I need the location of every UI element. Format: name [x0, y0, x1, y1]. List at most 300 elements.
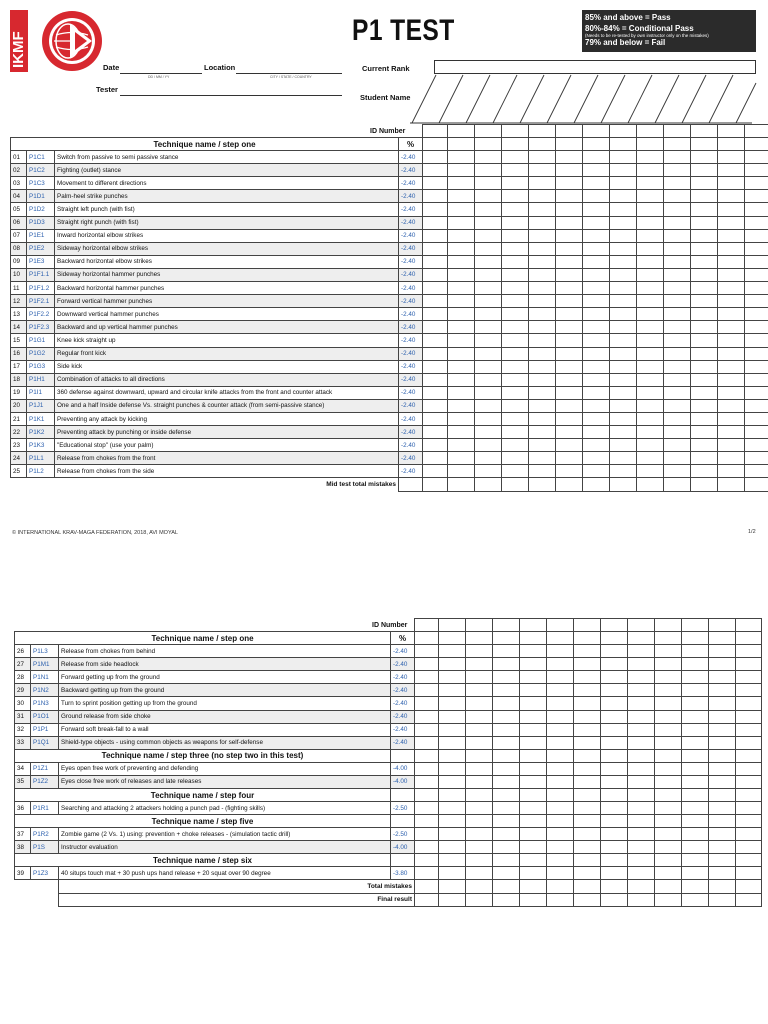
score-cell[interactable]: [502, 177, 529, 190]
score-cell[interactable]: [682, 854, 709, 867]
score-cell[interactable]: [745, 164, 768, 177]
score-cell[interactable]: [610, 465, 637, 478]
score-cell[interactable]: [709, 789, 736, 802]
score-cell[interactable]: [423, 308, 448, 321]
score-cell[interactable]: [547, 723, 574, 736]
score-cell[interactable]: [709, 723, 736, 736]
score-cell[interactable]: [583, 308, 610, 321]
score-cell[interactable]: [493, 789, 520, 802]
score-cell[interactable]: [423, 439, 448, 452]
score-cell[interactable]: [682, 658, 709, 671]
score-cell[interactable]: [574, 736, 601, 749]
score-cell[interactable]: [520, 645, 547, 658]
score-cell[interactable]: [547, 762, 574, 775]
score-cell[interactable]: [709, 762, 736, 775]
score-cell[interactable]: [439, 710, 466, 723]
score-cell[interactable]: [637, 321, 664, 334]
score-cell[interactable]: [529, 360, 556, 373]
score-cell[interactable]: [502, 242, 529, 255]
score-cell[interactable]: [529, 295, 556, 308]
score-cell[interactable]: [415, 684, 439, 697]
score-cell[interactable]: [520, 710, 547, 723]
date-field[interactable]: [120, 73, 202, 74]
score-cell[interactable]: [682, 671, 709, 684]
score-cell[interactable]: [637, 268, 664, 281]
score-cell[interactable]: [556, 399, 583, 412]
score-cell[interactable]: [718, 452, 745, 465]
score-cell[interactable]: [718, 321, 745, 334]
score-cell[interactable]: [493, 684, 520, 697]
score-cell[interactable]: [709, 802, 736, 815]
score-cell[interactable]: [736, 723, 762, 736]
score-cell[interactable]: [610, 439, 637, 452]
score-cell[interactable]: [466, 789, 493, 802]
score-cell[interactable]: [493, 867, 520, 880]
score-cell[interactable]: [583, 426, 610, 439]
score-cell[interactable]: [637, 177, 664, 190]
score-cell[interactable]: [547, 645, 574, 658]
score-cell[interactable]: [556, 190, 583, 203]
score-cell[interactable]: [601, 723, 628, 736]
score-cell[interactable]: [529, 334, 556, 347]
score-cell[interactable]: [502, 439, 529, 452]
score-cell[interactable]: [601, 841, 628, 854]
score-cell[interactable]: [556, 203, 583, 216]
score-cell[interactable]: [448, 347, 475, 360]
score-cell[interactable]: [502, 360, 529, 373]
score-cell[interactable]: [655, 762, 682, 775]
score-cell[interactable]: [583, 151, 610, 164]
score-cell[interactable]: [448, 426, 475, 439]
score-cell[interactable]: [583, 465, 610, 478]
score-cell[interactable]: [745, 216, 768, 229]
score-cell[interactable]: [423, 125, 448, 138]
score-cell[interactable]: [655, 723, 682, 736]
score-cell[interactable]: [547, 671, 574, 684]
score-cell[interactable]: [664, 399, 691, 412]
score-cell[interactable]: [502, 282, 529, 295]
score-cell[interactable]: [415, 710, 439, 723]
score-cell[interactable]: [448, 229, 475, 242]
score-cell[interactable]: [448, 151, 475, 164]
score-cell[interactable]: [745, 412, 768, 425]
score-cell[interactable]: [682, 710, 709, 723]
score-cell[interactable]: [502, 203, 529, 216]
score-cell[interactable]: [475, 151, 502, 164]
score-cell[interactable]: [439, 749, 466, 762]
score-cell[interactable]: [709, 710, 736, 723]
score-cell[interactable]: [736, 749, 762, 762]
score-cell[interactable]: [493, 736, 520, 749]
score-cell[interactable]: [601, 632, 628, 645]
score-cell[interactable]: [520, 867, 547, 880]
score-cell[interactable]: [556, 308, 583, 321]
score-cell[interactable]: [547, 815, 574, 828]
score-cell[interactable]: [610, 255, 637, 268]
score-cell[interactable]: [448, 177, 475, 190]
score-cell[interactable]: [423, 360, 448, 373]
score-cell[interactable]: [475, 386, 502, 399]
score-cell[interactable]: [745, 282, 768, 295]
score-cell[interactable]: [439, 802, 466, 815]
score-cell[interactable]: [691, 347, 718, 360]
score-cell[interactable]: [718, 412, 745, 425]
score-cell[interactable]: [574, 632, 601, 645]
score-cell[interactable]: [718, 203, 745, 216]
score-cell[interactable]: [415, 723, 439, 736]
score-cell[interactable]: [448, 373, 475, 386]
score-cell[interactable]: [493, 828, 520, 841]
score-cell[interactable]: [664, 177, 691, 190]
score-cell[interactable]: [691, 164, 718, 177]
score-cell[interactable]: [709, 645, 736, 658]
score-cell[interactable]: [529, 242, 556, 255]
score-cell[interactable]: [556, 452, 583, 465]
score-cell[interactable]: [682, 775, 709, 788]
score-cell[interactable]: [466, 854, 493, 867]
score-cell[interactable]: [745, 255, 768, 268]
score-cell[interactable]: [439, 684, 466, 697]
score-cell[interactable]: [520, 841, 547, 854]
score-cell[interactable]: [691, 386, 718, 399]
score-cell[interactable]: [502, 229, 529, 242]
score-cell[interactable]: [709, 775, 736, 788]
score-cell[interactable]: [466, 684, 493, 697]
score-cell[interactable]: [423, 164, 448, 177]
score-cell[interactable]: [745, 321, 768, 334]
score-cell[interactable]: [745, 386, 768, 399]
score-cell[interactable]: [637, 334, 664, 347]
score-cell[interactable]: [628, 841, 655, 854]
score-cell[interactable]: [736, 736, 762, 749]
score-cell[interactable]: [655, 697, 682, 710]
score-cell[interactable]: [574, 762, 601, 775]
score-cell[interactable]: [520, 723, 547, 736]
score-cell[interactable]: [556, 177, 583, 190]
score-cell[interactable]: [423, 426, 448, 439]
score-cell[interactable]: [664, 151, 691, 164]
score-cell[interactable]: [718, 151, 745, 164]
score-cell[interactable]: [574, 854, 601, 867]
score-cell[interactable]: [736, 684, 762, 697]
score-cell[interactable]: [583, 190, 610, 203]
score-cell[interactable]: [736, 841, 762, 854]
score-cell[interactable]: [655, 854, 682, 867]
score-cell[interactable]: [415, 658, 439, 671]
score-cell[interactable]: [493, 775, 520, 788]
score-cell[interactable]: [415, 762, 439, 775]
score-cell[interactable]: [655, 671, 682, 684]
score-cell[interactable]: [439, 762, 466, 775]
score-cell[interactable]: [556, 439, 583, 452]
score-cell[interactable]: [502, 465, 529, 478]
score-cell[interactable]: [466, 815, 493, 828]
score-cell[interactable]: [574, 671, 601, 684]
tester-field[interactable]: [120, 95, 342, 96]
score-cell[interactable]: [493, 645, 520, 658]
score-cell[interactable]: [423, 282, 448, 295]
score-cell[interactable]: [520, 749, 547, 762]
score-cell[interactable]: [745, 151, 768, 164]
score-cell[interactable]: [493, 632, 520, 645]
score-cell[interactable]: [736, 867, 762, 880]
score-cell[interactable]: [718, 242, 745, 255]
score-cell[interactable]: [736, 658, 762, 671]
score-cell[interactable]: [475, 203, 502, 216]
score-cell[interactable]: [583, 203, 610, 216]
score-cell[interactable]: [709, 854, 736, 867]
score-cell[interactable]: [448, 386, 475, 399]
score-cell[interactable]: [628, 645, 655, 658]
score-cell[interactable]: [610, 268, 637, 281]
score-cell[interactable]: [556, 347, 583, 360]
score-cell[interactable]: [466, 841, 493, 854]
score-cell[interactable]: [529, 386, 556, 399]
score-cell[interactable]: [520, 684, 547, 697]
score-cell[interactable]: [520, 671, 547, 684]
score-cell[interactable]: [664, 229, 691, 242]
score-cell[interactable]: [601, 828, 628, 841]
score-cell[interactable]: [637, 360, 664, 373]
score-cell[interactable]: [423, 373, 448, 386]
score-cell[interactable]: [718, 177, 745, 190]
score-cell[interactable]: [502, 412, 529, 425]
score-cell[interactable]: [583, 412, 610, 425]
score-cell[interactable]: [475, 190, 502, 203]
score-cell[interactable]: [637, 164, 664, 177]
score-cell[interactable]: [718, 268, 745, 281]
score-cell[interactable]: [475, 452, 502, 465]
score-cell[interactable]: [439, 775, 466, 788]
score-cell[interactable]: [583, 439, 610, 452]
score-cell[interactable]: [415, 789, 439, 802]
score-cell[interactable]: [502, 190, 529, 203]
score-cell[interactable]: [556, 282, 583, 295]
score-cell[interactable]: [736, 802, 762, 815]
score-cell[interactable]: [736, 775, 762, 788]
score-cell[interactable]: [664, 412, 691, 425]
score-cell[interactable]: [423, 203, 448, 216]
score-cell[interactable]: [601, 815, 628, 828]
score-cell[interactable]: [415, 632, 439, 645]
score-cell[interactable]: [529, 203, 556, 216]
score-cell[interactable]: [691, 268, 718, 281]
score-cell[interactable]: [610, 426, 637, 439]
score-cell[interactable]: [709, 736, 736, 749]
score-cell[interactable]: [601, 697, 628, 710]
score-cell[interactable]: [601, 645, 628, 658]
score-cell[interactable]: [502, 399, 529, 412]
score-cell[interactable]: [664, 282, 691, 295]
score-cell[interactable]: [493, 854, 520, 867]
score-cell[interactable]: [709, 828, 736, 841]
score-cell[interactable]: [448, 360, 475, 373]
score-cell[interactable]: [610, 412, 637, 425]
score-cell[interactable]: [664, 360, 691, 373]
score-cell[interactable]: [691, 465, 718, 478]
score-cell[interactable]: [736, 632, 762, 645]
score-cell[interactable]: [448, 242, 475, 255]
score-cell[interactable]: [736, 828, 762, 841]
score-cell[interactable]: [466, 671, 493, 684]
score-cell[interactable]: [475, 347, 502, 360]
score-cell[interactable]: [423, 465, 448, 478]
score-cell[interactable]: [655, 815, 682, 828]
score-cell[interactable]: [745, 295, 768, 308]
score-cell[interactable]: [529, 426, 556, 439]
score-cell[interactable]: [610, 334, 637, 347]
score-cell[interactable]: [637, 386, 664, 399]
score-cell[interactable]: [736, 697, 762, 710]
score-cell[interactable]: [628, 632, 655, 645]
score-cell[interactable]: [718, 164, 745, 177]
score-cell[interactable]: [637, 412, 664, 425]
score-cell[interactable]: [415, 775, 439, 788]
score-cell[interactable]: [502, 373, 529, 386]
score-cell[interactable]: [475, 399, 502, 412]
score-cell[interactable]: [415, 749, 439, 762]
score-cell[interactable]: [466, 632, 493, 645]
score-cell[interactable]: [601, 710, 628, 723]
score-cell[interactable]: [601, 789, 628, 802]
score-cell[interactable]: [502, 426, 529, 439]
score-cell[interactable]: [520, 762, 547, 775]
score-cell[interactable]: [745, 347, 768, 360]
score-cell[interactable]: [547, 749, 574, 762]
score-cell[interactable]: [745, 439, 768, 452]
score-cell[interactable]: [448, 282, 475, 295]
score-cell[interactable]: [691, 412, 718, 425]
score-cell[interactable]: [610, 190, 637, 203]
score-cell[interactable]: [583, 282, 610, 295]
score-cell[interactable]: [475, 465, 502, 478]
score-cell[interactable]: [583, 452, 610, 465]
score-cell[interactable]: [415, 736, 439, 749]
score-cell[interactable]: [556, 426, 583, 439]
score-cell[interactable]: [423, 399, 448, 412]
score-cell[interactable]: [475, 216, 502, 229]
score-cell[interactable]: [583, 164, 610, 177]
score-cell[interactable]: [745, 308, 768, 321]
score-cell[interactable]: [493, 841, 520, 854]
score-cell[interactable]: [556, 268, 583, 281]
score-cell[interactable]: [718, 216, 745, 229]
score-cell[interactable]: [637, 242, 664, 255]
score-cell[interactable]: [664, 255, 691, 268]
score-cell[interactable]: [655, 775, 682, 788]
score-cell[interactable]: [475, 295, 502, 308]
score-cell[interactable]: [439, 697, 466, 710]
score-cell[interactable]: [493, 710, 520, 723]
score-cell[interactable]: [745, 360, 768, 373]
score-cell[interactable]: [466, 645, 493, 658]
score-cell[interactable]: [574, 645, 601, 658]
score-cell[interactable]: [423, 229, 448, 242]
score-cell[interactable]: [637, 439, 664, 452]
score-cell[interactable]: [691, 203, 718, 216]
score-cell[interactable]: [529, 268, 556, 281]
score-cell[interactable]: [628, 697, 655, 710]
score-cell[interactable]: [448, 452, 475, 465]
score-cell[interactable]: [556, 360, 583, 373]
score-cell[interactable]: [448, 164, 475, 177]
score-cell[interactable]: [583, 295, 610, 308]
score-cell[interactable]: [547, 632, 574, 645]
score-cell[interactable]: [745, 373, 768, 386]
score-cell[interactable]: [439, 789, 466, 802]
score-cell[interactable]: [520, 658, 547, 671]
score-cell[interactable]: [709, 841, 736, 854]
score-cell[interactable]: [691, 255, 718, 268]
score-cell[interactable]: [520, 815, 547, 828]
score-cell[interactable]: [448, 399, 475, 412]
score-cell[interactable]: [556, 151, 583, 164]
score-cell[interactable]: [664, 452, 691, 465]
score-cell[interactable]: [610, 164, 637, 177]
score-cell[interactable]: [466, 710, 493, 723]
score-cell[interactable]: [745, 203, 768, 216]
score-cell[interactable]: [520, 789, 547, 802]
score-cell[interactable]: [664, 190, 691, 203]
score-cell[interactable]: [493, 802, 520, 815]
score-cell[interactable]: [439, 854, 466, 867]
score-cell[interactable]: [466, 736, 493, 749]
score-cell[interactable]: [718, 373, 745, 386]
score-cell[interactable]: [574, 789, 601, 802]
score-cell[interactable]: [610, 452, 637, 465]
score-cell[interactable]: [637, 452, 664, 465]
score-cell[interactable]: [556, 321, 583, 334]
score-cell[interactable]: [423, 177, 448, 190]
score-cell[interactable]: [610, 295, 637, 308]
score-cell[interactable]: [691, 321, 718, 334]
score-cell[interactable]: [583, 347, 610, 360]
score-cell[interactable]: [682, 828, 709, 841]
score-cell[interactable]: [601, 658, 628, 671]
score-cell[interactable]: [610, 177, 637, 190]
score-cell[interactable]: [448, 465, 475, 478]
score-cell[interactable]: [628, 671, 655, 684]
score-cell[interactable]: [682, 867, 709, 880]
score-cell[interactable]: [466, 723, 493, 736]
score-cell[interactable]: [574, 802, 601, 815]
score-cell[interactable]: [655, 867, 682, 880]
score-cell[interactable]: [745, 268, 768, 281]
score-cell[interactable]: [415, 867, 439, 880]
score-cell[interactable]: [691, 282, 718, 295]
score-cell[interactable]: [556, 255, 583, 268]
score-cell[interactable]: [691, 308, 718, 321]
score-cell[interactable]: [637, 465, 664, 478]
score-cell[interactable]: [466, 762, 493, 775]
score-cell[interactable]: [736, 854, 762, 867]
score-cell[interactable]: [655, 828, 682, 841]
score-cell[interactable]: [475, 439, 502, 452]
score-cell[interactable]: [736, 710, 762, 723]
score-cell[interactable]: [718, 282, 745, 295]
score-cell[interactable]: [466, 697, 493, 710]
score-cell[interactable]: [448, 334, 475, 347]
score-cell[interactable]: [745, 465, 768, 478]
score-cell[interactable]: [556, 386, 583, 399]
score-cell[interactable]: [415, 645, 439, 658]
score-cell[interactable]: [664, 268, 691, 281]
score-cell[interactable]: [628, 867, 655, 880]
score-cell[interactable]: [628, 658, 655, 671]
score-cell[interactable]: [475, 360, 502, 373]
score-cell[interactable]: [448, 203, 475, 216]
score-cell[interactable]: [745, 242, 768, 255]
